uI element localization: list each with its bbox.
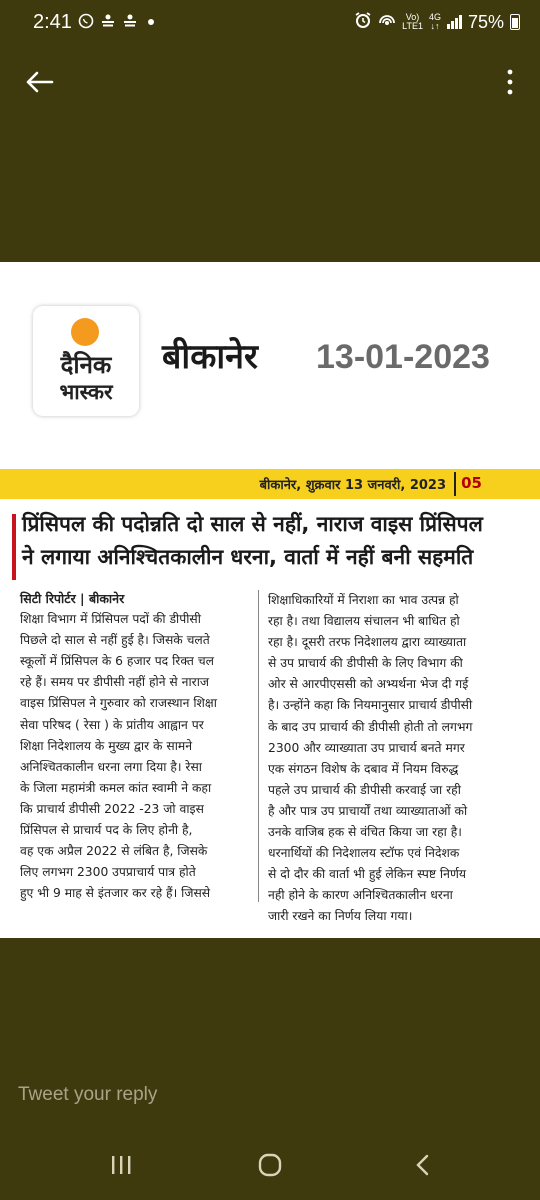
- news-app-icon: [100, 14, 116, 31]
- sun-icon: [71, 318, 99, 346]
- alarm-icon: [354, 11, 372, 34]
- reply-input[interactable]: Tweet your reply: [18, 1084, 158, 1105]
- hotspot-icon: [378, 11, 396, 34]
- more-vertical-icon[interactable]: [498, 64, 522, 100]
- battery-percent: 75%: [467, 11, 504, 32]
- nav-back-icon[interactable]: [408, 1152, 438, 1178]
- volte-indicator: Vo) LTE1: [402, 12, 423, 31]
- article-line: है और पात्र उप प्राचार्यों तथा व्याख्याताओं को: [268, 803, 468, 818]
- logo-text-line1: दैनिक: [60, 351, 112, 379]
- article-line: पिछले दो साल से नहीं हुई है। जिसके चलते: [20, 633, 210, 648]
- system-nav-bar: [0, 1140, 540, 1190]
- logo-text-line2: भास्कर: [59, 380, 113, 404]
- article-line: है। उन्होंने कहा कि नियमानुसार प्राचार्य डीपीसी: [268, 698, 473, 713]
- article-line: के जिला महामंत्री कमल कांत स्वामी ने कहा: [20, 780, 212, 795]
- article-column-right: [268, 590, 508, 928]
- article-line: शिक्षाधिकारियों में निराशा का भाव उत्पन्न हो: [268, 593, 459, 607]
- article-line: 2300 और व्याख्याता उप प्राचार्य बनते मगर: [268, 740, 465, 755]
- status-time: 2:41: [33, 10, 72, 33]
- recents-icon[interactable]: [106, 1152, 136, 1178]
- headline-rule: [12, 514, 16, 580]
- column-divider: [258, 590, 259, 902]
- dainik-bhaskar-logo: [33, 306, 139, 416]
- page-strip: [0, 469, 540, 499]
- article-line: शिक्षा निदेशालय के मुख्य द्वार के सामने: [20, 738, 193, 753]
- battery-icon: [510, 14, 520, 30]
- article-line: प्रिंसिपल से प्राचार्य पद के लिए होनी है,: [20, 823, 193, 838]
- signal-icon: [447, 15, 462, 29]
- edition-date: 13-01-2023: [316, 338, 490, 376]
- article-line: के बाद उप प्राचार्य की डीपीसी होती तो लगभग: [268, 719, 473, 734]
- article-line: रहा है। दूसरी तरफ निदेशालय द्वारा व्याख्याता: [268, 635, 467, 650]
- article-line: से दो दौर की वार्ता भी हुई लेकिन स्पष्ट निर्णय: [268, 867, 466, 882]
- status-bar: [0, 0, 540, 44]
- home-icon[interactable]: [255, 1152, 285, 1178]
- headline: [22, 508, 520, 574]
- article-line: अनिश्चितकालीन धरना लगा दिया है। रेसा: [20, 759, 202, 774]
- strip-date: बीकानेर, शुक्रवार 13 जनवरी, 2023: [259, 478, 446, 493]
- article-line: लिए लगभग 2300 उपप्राचार्य पात्र होते: [20, 865, 196, 880]
- article-line: हुए भी 9 माह से इंतजार कर रहे हैं। जिससे: [20, 886, 211, 901]
- article-line: रहे हैं। समय पर डीपीसी नहीं होने से नाराज: [20, 675, 210, 690]
- article-line: रहा है। तथा विद्यालय संचालन भी बाधित हो: [268, 614, 460, 629]
- app-bar: [0, 50, 540, 114]
- byline: सिटी रिपोर्टर | बीकानेर: [20, 591, 125, 606]
- headline-line: ने लगाया अनिश्चितकालीन धरना, वार्ता में नहीं बनी सहमति: [22, 545, 474, 569]
- whatsapp-icon: [78, 13, 94, 32]
- news-app-icon: [122, 14, 138, 31]
- article-line: ओर से आरपीएससी को अभ्यर्थना भेज दी गई: [268, 677, 469, 692]
- reply-bar: [0, 1078, 540, 1120]
- article-line: नही होने के कारण अनिश्चितकालीन धरना: [268, 888, 453, 903]
- article-line: पहले उप प्राचार्य की डीपीसी करवाई जा रही: [268, 782, 461, 797]
- article-line: एक संगठन विशेष के दबाव में नियम विरुद्ध: [268, 761, 459, 776]
- article-line: जारी रखने का निर्णय लिया गया।: [268, 909, 413, 924]
- article-line: से उप प्राचार्य की डीपीसी के लिए विभाग की: [268, 656, 463, 671]
- page-number: 05: [461, 474, 482, 492]
- article-line: सेवा परिषद ( रेसा ) के प्रांतीय आह्वान पर: [20, 717, 204, 732]
- article-line: वह एक अप्रैल 2022 से लंबित है, जिसके: [20, 844, 208, 859]
- network-type: 4G ↓↑: [428, 12, 441, 31]
- tweet-image[interactable]: [0, 262, 540, 938]
- article-line: शिक्षा विभाग में प्रिंसिपल पदों की डीपीसी: [20, 612, 201, 627]
- article-line: स्कूलों में प्रिंसिपल के 6 हजार पद रिक्त चल: [20, 654, 214, 669]
- edition-city: बीकानेर: [162, 337, 258, 377]
- notification-dot-icon: [148, 19, 154, 25]
- article-column-left: [20, 588, 270, 904]
- article-line: कि प्राचार्य डीपीसी 2022 -23 जो वाइस: [20, 801, 204, 816]
- article-line: धरनार्थियों की निदेशालय स्टॉफ एवं निदेशक: [268, 846, 460, 861]
- strip-divider: [454, 472, 456, 496]
- article-line: उनके वाजिब हक से वंचित किया जा रहा है।: [268, 825, 462, 840]
- article-line: वाइस प्रिंसिपल ने गुरुवार को राजस्थान शिक्षा: [20, 696, 217, 711]
- headline-line: प्रिंसिपल की पदोन्नति दो साल से नहीं, नाराज वाइस प्रिंसिपल: [22, 512, 483, 536]
- arrow-left-icon[interactable]: [22, 64, 58, 100]
